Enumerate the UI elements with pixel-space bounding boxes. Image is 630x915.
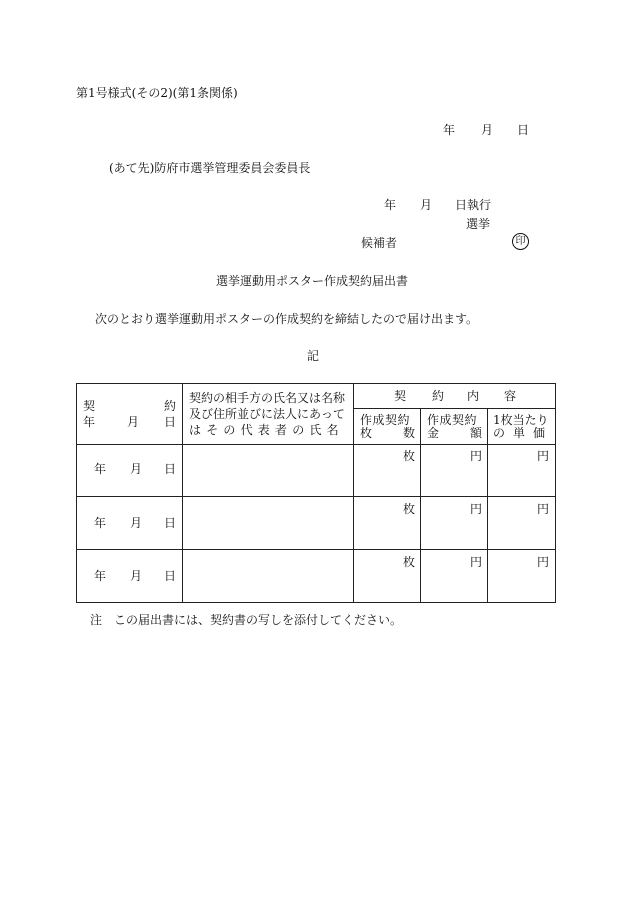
subheader-count-char1: 枚 <box>360 426 373 440</box>
row2-unitprice-unit: 円 <box>537 502 550 516</box>
intro-text: 次のとおり選挙運動用ポスターの作成契約を締結したので届け出ます。 <box>95 312 479 326</box>
subheader-amount-char1: 金 <box>427 426 440 440</box>
contract-header-char2: 約 <box>432 389 445 403</box>
row1-amount-unit: 円 <box>470 449 483 463</box>
row3-year: 年 <box>94 569 107 583</box>
subheader-unitprice-line1: 1枚当たり <box>493 413 549 427</box>
contract-header-char4: 容 <box>504 389 517 403</box>
row1-count-unit: 枚 <box>403 449 416 463</box>
row2-amount-unit: 円 <box>470 502 483 516</box>
row2-day: 日 <box>164 516 177 530</box>
exec-day-label: 日執行 <box>455 198 492 212</box>
col1-month: 月 <box>127 415 140 429</box>
form-id: 第1号様式(その2)(第1条関係) <box>76 86 238 100</box>
document-title: 選挙運動用ポスター作成契約届出書 <box>216 274 409 288</box>
row2-year: 年 <box>94 516 107 530</box>
subheader-amount-char2: 額 <box>470 426 483 440</box>
seal-icon: 印 <box>512 233 529 250</box>
addressee: (あて先)防府市選挙管理委員会委員長 <box>109 161 311 175</box>
ki-label: 記 <box>307 349 320 363</box>
row3-day: 日 <box>164 569 177 583</box>
subheader-count-char2: 数 <box>403 426 416 440</box>
subheader-count-line1: 作成契約 <box>360 413 411 427</box>
exec-year-label: 年 <box>384 198 397 212</box>
row3-unitprice-unit: 円 <box>537 555 550 569</box>
candidate-label: 候補者 <box>361 236 398 250</box>
note-text: 注 この届出書には、契約書の写しを添付してください。 <box>90 613 403 627</box>
row2-count-unit: 枚 <box>403 502 416 516</box>
col2-header-line3: はその代表者の氏名 <box>189 423 344 437</box>
col1-year: 年 <box>83 415 96 429</box>
date-year-label: 年 <box>443 123 456 137</box>
row1-year: 年 <box>94 462 107 476</box>
row1-month: 月 <box>130 462 143 476</box>
row3-month: 月 <box>130 569 143 583</box>
subheader-amount-line1: 作成契約 <box>427 413 478 427</box>
col1-contract-char2: 約 <box>164 399 177 413</box>
row2-month: 月 <box>130 516 143 530</box>
col1-day: 日 <box>164 415 177 429</box>
contract-table <box>76 383 556 603</box>
col1-contract-char1: 契 <box>83 399 96 413</box>
date-day-label: 日 <box>517 123 530 137</box>
date-month-label: 月 <box>481 123 494 137</box>
row3-amount-unit: 円 <box>470 555 483 569</box>
row1-unitprice-unit: 円 <box>537 449 550 463</box>
election-label: 選挙 <box>466 217 491 231</box>
contract-header-char3: 内 <box>467 389 480 403</box>
subheader-unitprice-line2: の単価 <box>493 426 554 440</box>
contract-header-char1: 契 <box>394 389 407 403</box>
exec-month-label: 月 <box>420 198 433 212</box>
col2-header-line1: 契約の相手方の氏名又は名称 <box>189 391 346 405</box>
row1-day: 日 <box>164 462 177 476</box>
col2-header-line2: 及び住所並びに法人にあって <box>189 407 345 421</box>
row3-count-unit: 枚 <box>403 555 416 569</box>
